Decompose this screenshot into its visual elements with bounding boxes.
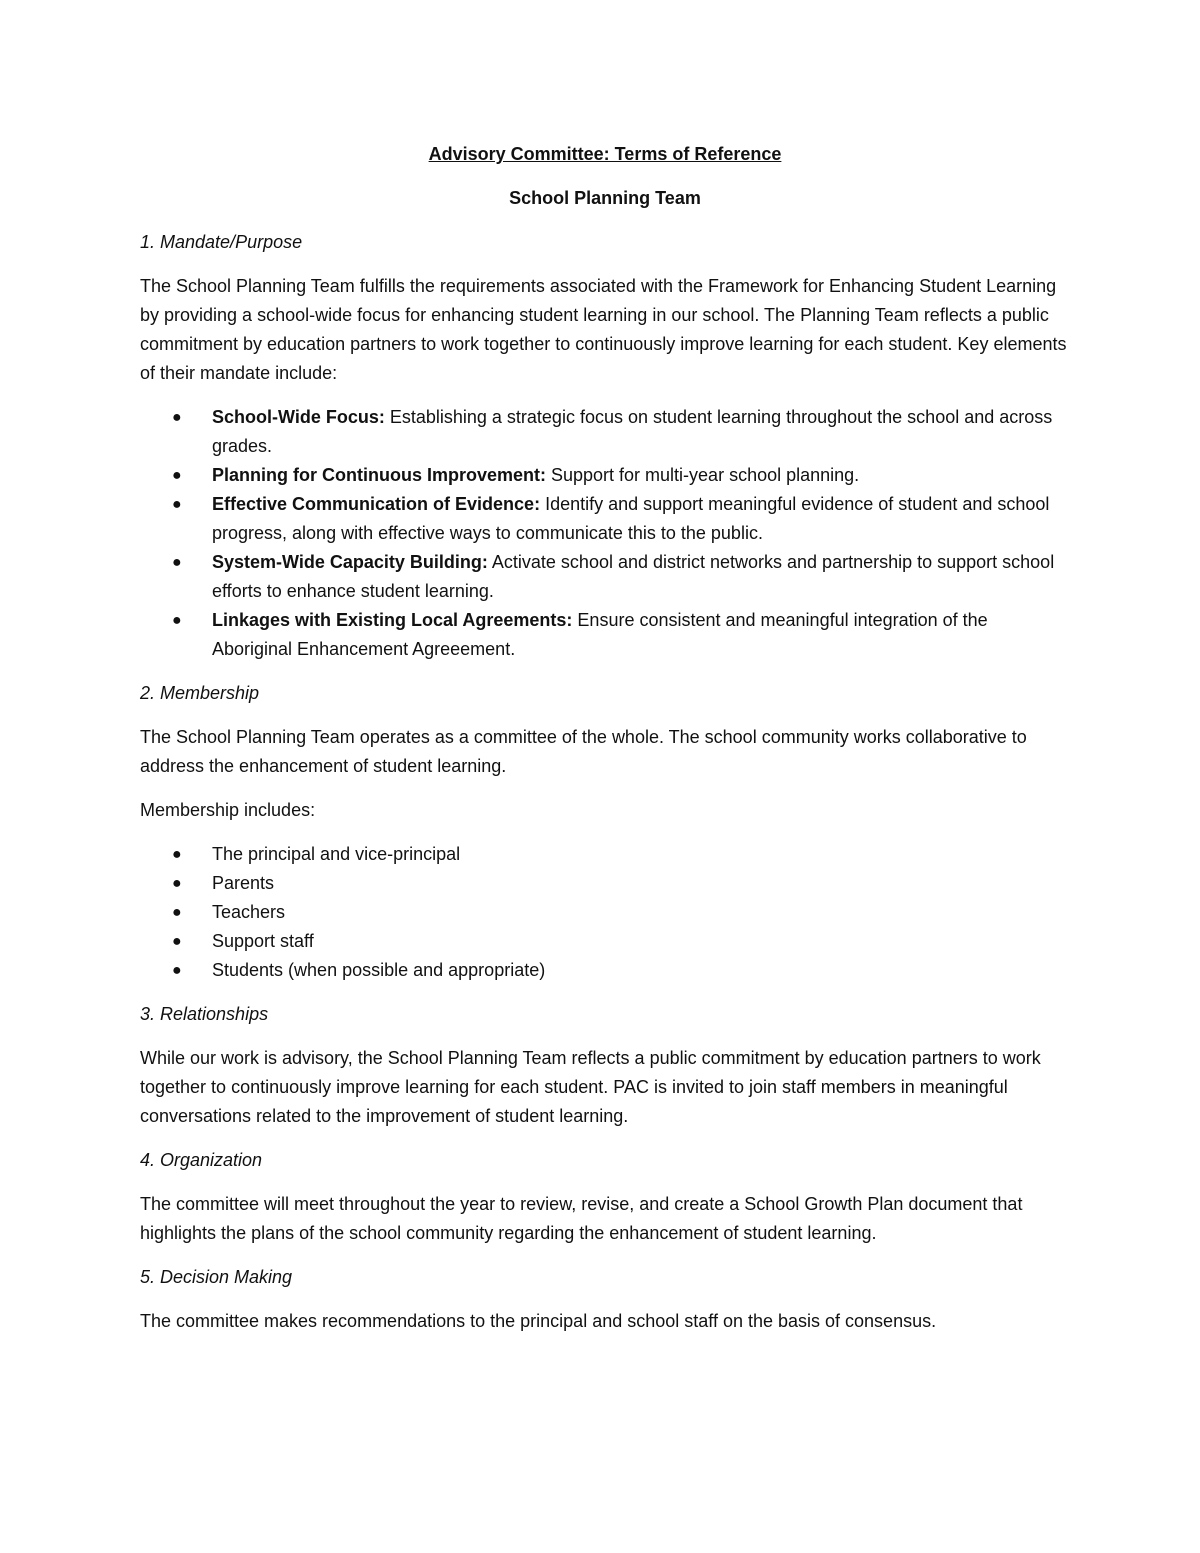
list-item <box>140 548 1070 606</box>
list-item <box>140 956 1070 985</box>
item-label: Effective Communication of Evidence: <box>212 494 541 514</box>
document-page <box>140 140 1070 1351</box>
membership-intro: The School Planning Team operates as a committee of the whole. The school community works collaborative to address the enhancement of student learning. <box>140 727 1027 776</box>
list-item <box>140 898 1070 927</box>
section-heading-decision-making: 5. Decision Making <box>140 1267 293 1287</box>
section-heading-mandate: 1. Mandate/Purpose <box>140 232 303 252</box>
bullet-icon: ● <box>172 875 182 892</box>
mandate-intro: The School Planning Team fulfills the requirements associated with the Framework for Enhancing Student Learning by providing a school-wide focus for enhancing student learning in our school. The Planning Team reflects a public commitment by education partners to work together to continuously improve learning for each student. Key elements of their mandate include: <box>140 276 1067 383</box>
bullet-icon: ● <box>172 962 182 979</box>
item-label: System-Wide Capacity Building: <box>212 552 488 572</box>
decision-making-text: The committee makes recommendations to the principal and school staff on the basis of consensus. <box>140 1311 937 1331</box>
list-item <box>140 403 1070 461</box>
list-item <box>140 461 1070 490</box>
bullet-icon: ● <box>172 409 182 426</box>
membership-list-intro: Membership includes: <box>140 800 316 820</box>
document-title: Advisory Committee: Terms of Reference <box>428 144 782 164</box>
item-label: Linkages with Existing Local Agreements: <box>212 610 573 630</box>
item-text: Activate school and district networks and partnership to support school efforts to enhance student learning. <box>212 552 1055 601</box>
item-text: Students (when possible and appropriate) <box>212 960 546 980</box>
list-item <box>140 869 1070 898</box>
section-heading-organization: 4. Organization <box>140 1150 263 1170</box>
bullet-icon: ● <box>172 904 182 921</box>
bullet-icon: ● <box>172 496 182 513</box>
item-text: The principal and vice-principal <box>212 844 461 864</box>
organization-text: The committee will meet throughout the year to review, revise, and create a School Growth Plan document that highlights the plans of the school community regarding the enhancement of student learning. <box>140 1194 1023 1243</box>
item-text: Identify and support meaningful evidence of student and school progress, along with effective ways to communicate this to the public. <box>212 494 1050 543</box>
item-text: Support for multi-year school planning. <box>546 465 860 485</box>
list-item <box>140 927 1070 956</box>
item-label: Planning for Continuous Improvement: <box>212 465 546 485</box>
item-text: Ensure consistent and meaningful integration of the Aboriginal Enhancement Agreeement. <box>212 610 988 659</box>
item-label: School-Wide Focus: <box>212 407 385 427</box>
document-subtitle: School Planning Team <box>509 188 701 208</box>
bullet-icon: ● <box>172 933 182 950</box>
item-text: Support staff <box>212 931 314 951</box>
membership-list <box>140 840 1070 985</box>
bullet-icon: ● <box>172 467 182 484</box>
section-heading-relationships: 3. Relationships <box>140 1004 269 1024</box>
bullet-icon: ● <box>172 846 182 863</box>
item-text: Parents <box>212 873 275 893</box>
list-item <box>140 606 1070 664</box>
bullet-icon: ● <box>172 554 182 571</box>
relationships-text: While our work is advisory, the School Planning Team reflects a public commitment by education partners to work together to continuously improve learning for each student. PAC is invited to join staff members in meaningful conversations related to the improvement of student learning. <box>140 1048 1041 1126</box>
item-text: Establishing a strategic focus on student learning throughout the school and across grades. <box>212 407 1053 456</box>
mandate-list <box>140 403 1070 664</box>
bullet-icon: ● <box>172 612 182 629</box>
list-item <box>140 840 1070 869</box>
section-heading-membership: 2. Membership <box>140 683 260 703</box>
list-item <box>140 490 1070 548</box>
item-text: Teachers <box>212 902 286 922</box>
